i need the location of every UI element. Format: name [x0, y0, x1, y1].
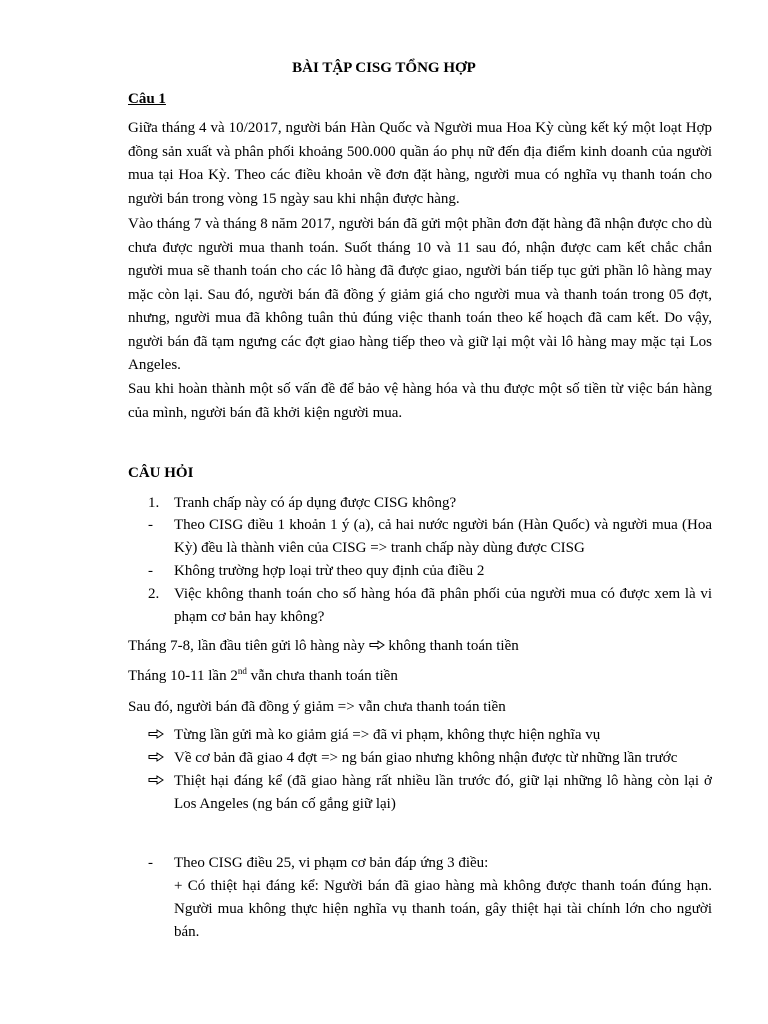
list-item — [128, 514, 712, 560]
list-item — [128, 560, 712, 583]
list-item — [128, 583, 712, 629]
note-line-2 — [128, 666, 712, 686]
list-item — [128, 852, 712, 944]
list-marker: 2. — [148, 586, 160, 602]
arrow-list-item — [128, 747, 712, 770]
list-marker: - — [148, 517, 153, 533]
arrow-list-item — [128, 724, 712, 747]
note-line-3: Sau đó, người bán đã đồng ý giảm => vẫn chưa thanh toán tiền — [128, 699, 506, 715]
paragraph-1: Giữa tháng 4 và 10/2017, người bán Hàn Quốc và Người mua Hoa Kỳ cùng kết ký một loạt Hợp đồng sản xuất và phân phối khoảng 500.000 quần áo phụ nữ đến địa điểm kinh doanh của người mua tại Hoa Kỳ. Theo các điều khoản về đơn đặt hàng, người mua có nghĩa vụ thanh toán cho người bán trong vòng 15 ngày sau khi nhận được hàng. — [128, 120, 712, 207]
list-item-text: Tranh chấp này có áp dụng được CISG không? — [174, 495, 457, 511]
list-item-text: Theo CISG điều 25, vi phạm cơ bản đáp ứng 3 điều: — [174, 855, 489, 871]
note-line-2-a: Tháng 10-11 lần 2 — [128, 668, 238, 684]
arrow-list-item-text: Từng lần gửi mà ko giảm giá => đã vi phạm, không thực hiện nghĩa vụ — [174, 727, 601, 743]
note-line-1-a: Tháng 7-8, lần đầu tiên gửi lô hàng này — [128, 638, 369, 654]
question-label: Câu 1 — [128, 91, 166, 107]
paragraph-3: Sau khi hoàn thành một số vấn đề để bảo vệ hàng hóa và thu được một số tiền từ việc bán hàng của mình, người bán đã khởi kiện người mua. — [128, 381, 712, 421]
paragraph-2: Vào tháng 7 và tháng 8 năm 2017, người bán đã gửi một phần đơn đặt hàng đã nhận được cho dù chưa được người mua thanh toán. Suốt tháng 10 và 11 sau đó, nhận được cam kết chắc chắn người mua sẽ thanh toán cho các lô hàng đã được giao, người bán tiếp tục gửi phần lô hàng may mặc còn lại. Sau đó, người bán đã đồng ý giảm giá cho người mua và thanh toán trong 05 đợt, nhưng, người mua đã không tuân thủ đúng việc thanh toán theo kế hoạch đã cam kết. Do vậy, người bán đã tạm ngưng các đợt giao hàng tiếp theo và giữ lại một vài lô hàng may mặc tại Los Angeles. — [128, 216, 712, 373]
list-item — [128, 492, 712, 515]
outline-right-arrow-icon — [148, 729, 174, 739]
outline-right-arrow-icon — [148, 775, 174, 785]
arrow-list-item-text: Về cơ bản đã giao 4 đợt => ng bán giao nhưng không nhận được từ những lần trước — [174, 750, 678, 766]
list-item-text: Việc không thanh toán cho số hàng hóa đã phân phối của người mua có được xem là vi phạm cơ bản hay không? — [174, 586, 712, 625]
note-line-1-b: không thanh toán tiền — [384, 638, 519, 654]
outline-right-arrow-icon — [369, 640, 385, 650]
list-item-text: Theo CISG điều 1 khoản 1 ý (a), cả hai nước người bán (Hàn Quốc) và người mua (Hoa Kỳ) đều là thành viên của CISG => tranh chấp này dùng được CISG — [174, 517, 712, 556]
arrow-list-item-text: Thiệt hại đáng kể (đã giao hàng rất nhiều lần trước đó, giữ lại những lô hàng còn lại ở Los Angeles (ng bán cố gắng giữ lại) — [174, 773, 712, 812]
list-item-text: Không trường hợp loại trừ theo quy định của điều 2 — [174, 563, 485, 579]
note-line-2-sup: nd — [237, 666, 247, 676]
note-line-2-b: vẫn chưa thanh toán tiền — [246, 668, 398, 684]
questions-heading: CÂU HỎI — [128, 465, 194, 481]
list-marker: - — [148, 563, 153, 579]
list-item-subtext: + Có thiệt hại đáng kể: Người bán đã giao hàng mà không được thanh toán đúng hạn. Người mua không thực hiện nghĩa vụ thanh toán, gây thiệt hại tài chính lớn cho người bán. — [174, 878, 712, 940]
list-marker: 1. — [148, 495, 160, 511]
arrow-list-item — [128, 770, 712, 816]
outline-right-arrow-icon — [148, 752, 174, 762]
list-marker: - — [148, 855, 153, 871]
document-title: BÀI TẬP CISG TỔNG HỢP — [292, 60, 476, 76]
note-line-1 — [128, 636, 712, 656]
